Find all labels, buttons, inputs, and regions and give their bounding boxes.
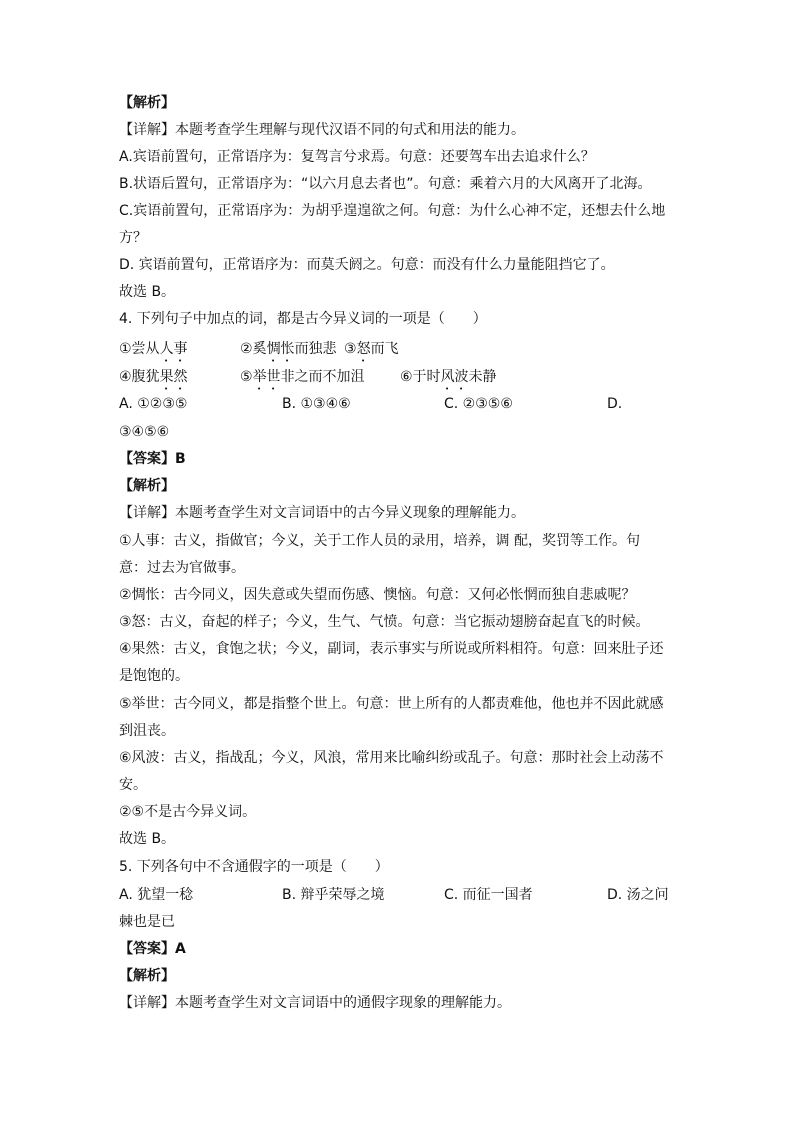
conclusion-line: 故选 B。 bbox=[119, 284, 176, 300]
q5-option-d: D. 汤之问 bbox=[607, 887, 669, 903]
explanation-line: D. 宾语前置句，正常语序为：而莫夭阏之。句意：而没有什么力量能阻挡它了。 bbox=[119, 257, 615, 273]
answer-line: 【答案】B bbox=[119, 451, 186, 467]
item-text: ⑤ bbox=[240, 369, 253, 385]
explanation-line: 方？ bbox=[119, 230, 147, 246]
dotted-word: 惆怅 bbox=[266, 341, 295, 357]
explanation-line: 【详解】本题考查学生对文言词语中的通假字现象的理解能力。 bbox=[119, 995, 511, 1011]
q4-option-c: C. ②③⑤⑥ bbox=[444, 396, 513, 412]
analysis-heading: 【解析】 bbox=[119, 478, 175, 494]
item-text: ②奚 bbox=[240, 341, 267, 357]
item-text: ⑥于时 bbox=[400, 369, 441, 385]
q4-item-3 bbox=[344, 339, 399, 365]
explanation-line: ⑥风波：古义，指战乱；今义，风浪，常用来比喻纠纷或乱子。句意：那时社会上动荡不 bbox=[119, 750, 664, 766]
analysis-heading: 【解析】 bbox=[119, 968, 175, 984]
item-text: 非之而不加沮 bbox=[280, 369, 365, 385]
question-5-stem: 5. 下列各句中不含通假字的一项是（ ） bbox=[119, 859, 389, 875]
explanation-line: ⑤举世：古今同义，都是指整个世上。句意：世上所有的人都责难他，他也并不因此就感 bbox=[119, 696, 664, 712]
explanation-line: 到沮丧。 bbox=[119, 723, 175, 739]
explanation-line: ①人事：古义，指做官；今义，关于工作人员的录用，培养，调 配，奖罚等工作。句 bbox=[119, 533, 640, 549]
explanation-line: ④果然：古义，食饱之状；今义，副词，表示事实与所说或所料相符。句意：回来肚子还 bbox=[119, 641, 664, 657]
explanation-line: ②惆怅：古今同义，因失意或失望而伤感、懊恼。句意：又何必怅惘而独自悲戚呢？ bbox=[119, 587, 636, 603]
explanation-line: C.宾语前置句，正常语序为：为胡乎遑遑欲之何。句意：为什么心神不定，还想去什么地 bbox=[119, 203, 666, 219]
item-text: 而飞 bbox=[370, 341, 399, 357]
q4-option-b: B. ①③④⑥ bbox=[282, 396, 351, 412]
explanation-line: ②⑤不是古今异义词。 bbox=[119, 804, 257, 820]
q4-option-d: D. bbox=[607, 396, 623, 412]
item-text: 未静 bbox=[468, 369, 497, 385]
dotted-word: 怒 bbox=[356, 341, 371, 357]
dotted-word: 人事 bbox=[159, 341, 188, 357]
item-text: ④腹犹 bbox=[119, 369, 160, 385]
q5-option-c: C. 而征一国者 bbox=[444, 887, 533, 903]
dotted-word: 举世 bbox=[252, 369, 281, 385]
item-text: ③ bbox=[344, 341, 357, 357]
analysis-heading: 【解析】 bbox=[119, 95, 175, 111]
conclusion-line: 故选 B。 bbox=[119, 831, 176, 847]
q5-option-b: B. 辩乎荣辱之境 bbox=[282, 887, 385, 903]
explanation-line: 【详解】本题考查学生理解与现代汉语不同的句式和用法的能力。 bbox=[119, 122, 525, 138]
explanation-line: B.状语后置句，正常语序为：“以六月息去者也”。句意：乘着六月的大风离开了北海。 bbox=[119, 176, 652, 192]
q4-item-2 bbox=[240, 339, 337, 365]
q5-option-a: A. 犹望一稔 bbox=[119, 887, 194, 903]
q4-item-4 bbox=[119, 367, 188, 393]
q5-option-d-continued: 棘也是已 bbox=[119, 914, 175, 930]
explanation-line: 是饱饱的。 bbox=[119, 668, 189, 684]
explanation-line: 意：过去为官做事。 bbox=[119, 560, 245, 576]
q4-item-1 bbox=[119, 339, 188, 365]
q4-item-5 bbox=[240, 367, 365, 393]
explanation-line: A.宾语前置句，正常语序为：复驾言兮求焉。句意：还要驾车出去追求什么？ bbox=[119, 149, 595, 165]
dotted-word: 果然 bbox=[159, 369, 188, 385]
item-text: ①尝从 bbox=[119, 341, 160, 357]
dotted-word: 风波 bbox=[440, 369, 469, 385]
explanation-line: 【详解】本题考查学生对文言词语中的古今异义现象的理解能力。 bbox=[119, 505, 525, 521]
q4-item-6 bbox=[400, 367, 497, 393]
q4-option-d-continued: ③④⑤⑥ bbox=[119, 424, 170, 440]
q4-option-a: A. ①②③⑤ bbox=[119, 396, 188, 412]
answer-line: 【答案】A bbox=[119, 941, 186, 957]
explanation-line: ③怒：古义，奋起的样子；今义，生气、气愤。句意：当它振动翅膀奋起直飞的时候。 bbox=[119, 614, 650, 630]
item-text: 而独悲 bbox=[294, 341, 337, 357]
explanation-line: 安。 bbox=[119, 777, 147, 793]
question-4-stem: 4. 下列句子中加点的词，都是古今异义词的一项是（ ） bbox=[119, 311, 487, 327]
